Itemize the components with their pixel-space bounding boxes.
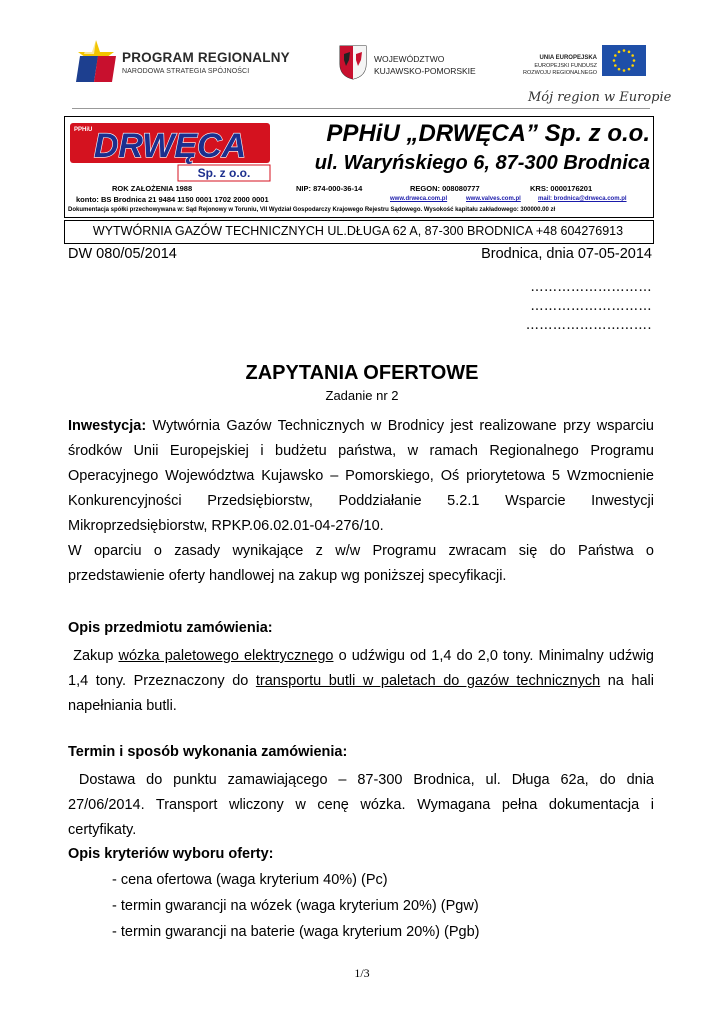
term-line-3: certyfikaty. [68,822,137,838]
subject-line-2-a: 1,4 tony. Przeznaczony do [68,673,256,689]
subject-line-1-b: o udźwigu od 1,4 do 2,0 tony. Minimalny udźwig [333,648,655,664]
eu-star-icon [613,59,616,62]
program-regionalny-subtitle: NARODOWA STRATEGIA SPÓJNOŚCI [122,68,250,75]
svg-text:PPHiU: PPHiU [74,127,93,133]
document-date: Brodnica, dnia 07-05-2014 [481,246,652,262]
drweca-logo [68,119,273,183]
founded-year: ROK ZAŁOŻENIA 1988 [112,184,193,193]
eu-line3: ROZWOJU REGIONALNEGO [523,70,597,76]
subject-line-2-b: na hali [600,673,654,689]
eu-flag-icon [602,45,646,76]
program-regionalny-logo-icon [74,38,118,84]
eu-star-icon [623,69,626,72]
term-line-1: Dostawa do punktu zamawiającego – 87-300 Brodnica, ul. Długa 62a, do dnia [68,772,654,788]
term-paragraph [68,768,654,843]
request-line-1: W oparciu o zasady wynikające z w/w Programu zwracam się do Państwa o [68,543,654,559]
company-name: PPHiU „DRWĘCA” Sp. z o.o. [326,120,650,147]
header-divider [72,108,650,109]
eu-star-icon [614,64,617,67]
document-reference: DW 080/05/2014 [68,246,177,262]
nip-number: NIP: 874-000-36-14 [296,184,363,193]
investment-paragraph [68,414,654,589]
eu-star-icon [618,51,621,54]
subject-item-link: wózka paletowego elektrycznego [118,648,334,664]
eu-line2: EUROPEJSKI FUNDUSZ [534,63,597,69]
voivodeship-line1: WOJEWÓDZTWO [374,54,445,64]
eu-star-icon [628,68,631,71]
svg-text:DRWĘCA: DRWĘCA [93,127,247,165]
subject-line-3: napełniania butli. [68,698,177,714]
company-address: ul. Waryńskiego 6, 87-300 Brodnica [314,152,650,174]
request-line-2: przedstawienie oferty handlowej na zakup wg poniższej specyfikacji. [68,568,507,584]
voivodeship-crest-icon [338,44,368,80]
program-regionalny-title: PROGRAM REGIONALNY [122,50,290,65]
krs-number: KRS: 0000176201 [530,184,593,193]
website-link-drweca[interactable]: www.drweca.com.pl [390,196,448,202]
eu-star-icon [633,59,636,62]
eu-star-icon [614,54,617,57]
registry-info: Dokumentacja spółki przechowywana w: Sąd Rejonowy w Toruniu, VII Wydział Gospodarczy Krajowego Rejestru Sądowego. Wysokość kapitału zakładowego: 300000.00 zł [68,207,556,213]
recipient-line-1: ……………………… [530,280,652,295]
recipient-line-3: ………………………. [525,318,652,333]
eu-star-icon [618,68,621,71]
branch-address: WYTWÓRNIA GAZÓW TECHNICZNYCH UL.DŁUGA 62 A, 87-300 BRODNICA +48 604276913 [92,224,624,238]
term-heading: Termin i sposób wykonania zamówienia: [68,744,348,760]
email-link[interactable]: mail: brodnica@drweca.com.pl [538,196,627,202]
investment-line-3: Operacyjnego Województwa Kujawsko – Pomorskiego, Oś priorytetowa 5 Wzmocnienie [68,468,654,484]
svg-text:Sp. z o.o.: Sp. z o.o. [197,166,251,180]
eu-star-icon [623,49,626,52]
investment-line-4: Konkurencyjności Przedsiębiorstw, Poddziałanie 5.2.1 Wsparcie Inwestycji [68,493,654,509]
criteria-item-battery-warranty: - termin gwarancji na baterie (waga kryterium 20%) (Pgb) [112,924,480,940]
investment-line-5: Mikroprzedsiębiorstw, RPKP.06.02.01-04-276/10. [68,518,384,534]
slogan-signature: Mój region w Europie [528,90,672,105]
term-line-2: 27/06/2014. Transport wliczony w cenę wózka. Wymagana pełna dokumentacja i [68,797,654,813]
subject-line-1-a: Zakup [68,648,119,664]
investment-line-1-text: Wytwórnia Gazów Technicznych w Brodnicy jest realizowane przy wsparciu [152,418,654,434]
subject-paragraph [68,644,654,719]
criteria-heading: Opis kryteriów wyboru oferty: [68,846,274,862]
investment-line-2: środków Unii Europejskiej i budżetu państwa, w ramach Regionalnego Programu [68,443,654,459]
eu-star-icon [631,54,634,57]
bank-account: konto: BS Brodnica 21 9484 1150 0001 1702 2000 0001 [76,195,269,204]
page-number: 1/3 [354,966,370,980]
eu-star-icon [628,51,631,54]
subject-line-2 [68,669,654,694]
criteria-item-truck-warranty: - termin gwarancji na wózek (waga kryterium 20%) (Pgw) [112,898,479,914]
investment-line-1 [68,414,654,439]
regon-number: REGON: 008080777 [410,184,480,193]
subject-purpose-link: transportu butli w paletach do gazów technicznych [255,673,601,689]
subject-heading: Opis przedmiotu zamówienia: [68,620,273,636]
criteria-item-price: - cena ofertowa (waga kryterium 40%) (Pc) [112,872,388,888]
eu-star-icon [631,64,634,67]
document-title: ZAPYTANIA OFERTOWE [245,362,479,384]
document-subtitle: Zadanie nr 2 [325,388,399,403]
website-link-valves[interactable]: www.valves.com.pl [466,196,521,202]
subject-line-1 [68,644,654,669]
recipient-line-2: ……………………… [530,299,652,314]
voivodeship-line2: KUJAWSKO-POMORSKIE [374,66,476,76]
eu-line1: UNIA EUROPEJSKA [539,55,597,61]
investment-label: Inwestycja: [68,418,147,434]
